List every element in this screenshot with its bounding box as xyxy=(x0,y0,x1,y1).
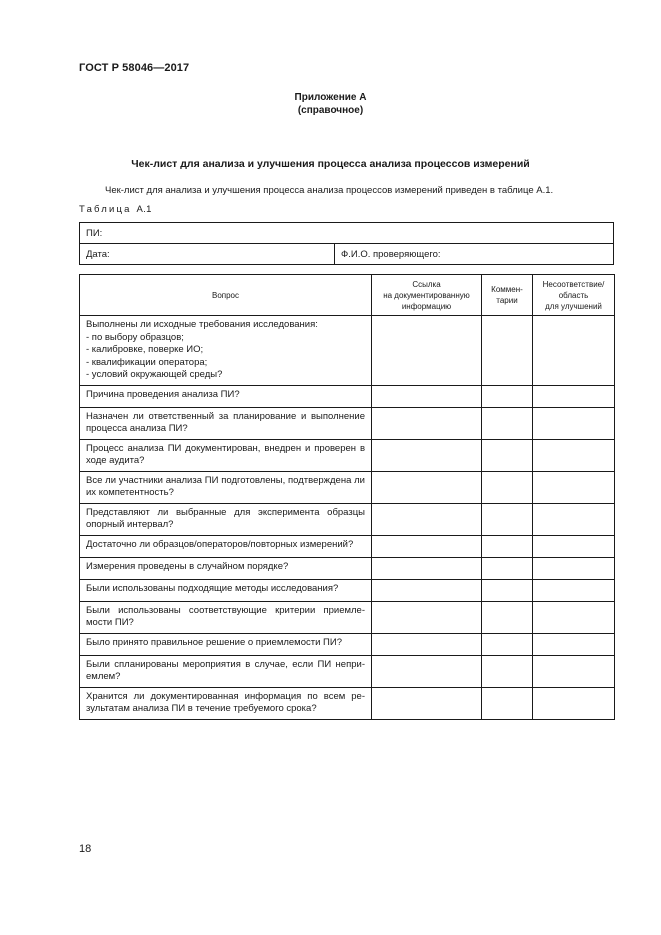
nonconformity-cell xyxy=(533,601,615,633)
comments-cell xyxy=(482,316,533,386)
question-cell xyxy=(80,316,372,386)
nonconformity-cell xyxy=(533,655,615,687)
table-row xyxy=(80,579,615,601)
table-row xyxy=(80,633,615,655)
table-row xyxy=(80,601,615,633)
reference-cell xyxy=(372,687,482,719)
question-cell xyxy=(80,407,372,439)
header-nonconformity: Несоответствие/ область для улучшений xyxy=(533,275,615,316)
nonconformity-cell xyxy=(533,579,615,601)
question-text: Назначен ли ответственный за планирование и выполнение процесса анализа ПИ? xyxy=(86,410,365,434)
comments-cell xyxy=(482,687,533,719)
header-reference: Ссылка на документированную информацию xyxy=(372,275,482,316)
reference-cell xyxy=(372,557,482,579)
comments-cell xyxy=(482,503,533,535)
nonconformity-cell xyxy=(533,557,615,579)
question-text: - по выбору образцов; xyxy=(86,331,184,343)
appendix-heading xyxy=(0,91,661,117)
comments-cell xyxy=(482,535,533,557)
comments-cell xyxy=(482,471,533,503)
info-row-date xyxy=(80,244,614,265)
appendix-subtitle: (справочное) xyxy=(297,105,364,116)
question-cell xyxy=(80,687,372,719)
table-caption xyxy=(79,204,152,215)
question-text: Достаточно ли образцов/операторов/повторных измерений? xyxy=(86,538,354,550)
question-cell xyxy=(80,579,372,601)
nonconformity-cell xyxy=(533,407,615,439)
table-caption-number: А.1 xyxy=(136,204,152,215)
reference-cell xyxy=(372,655,482,687)
question-cell xyxy=(80,557,372,579)
comments-cell xyxy=(482,557,533,579)
question-text: Измерения проведены в случайном порядке? xyxy=(86,560,289,572)
comments-cell xyxy=(482,655,533,687)
page-number: 18 xyxy=(79,843,92,855)
nonconformity-cell xyxy=(533,503,615,535)
date-field: Дата: xyxy=(80,244,335,265)
reference-cell xyxy=(372,316,482,386)
comments-cell xyxy=(482,579,533,601)
table-row xyxy=(80,471,615,503)
inspector-field: Ф.И.О. проверяющего: xyxy=(335,244,614,265)
nonconformity-cell xyxy=(533,385,615,407)
table-row xyxy=(80,557,615,579)
header-question: Вопрос xyxy=(80,275,372,316)
comments-cell xyxy=(482,407,533,439)
question-cell xyxy=(80,535,372,557)
question-text: Были использованы подходящие методы исследования? xyxy=(86,582,339,594)
table-row xyxy=(80,316,615,386)
question-cell xyxy=(80,503,372,535)
checklist-body xyxy=(80,316,615,720)
reference-cell xyxy=(372,439,482,471)
nonconformity-cell xyxy=(533,439,615,471)
nonconformity-cell xyxy=(533,535,615,557)
pi-field: ПИ: xyxy=(80,223,614,244)
table-row xyxy=(80,687,615,719)
question-cell xyxy=(80,385,372,407)
info-row-pi xyxy=(80,223,614,244)
question-text: Причина проведения анализа ПИ? xyxy=(86,388,240,400)
reference-cell xyxy=(372,601,482,633)
question-cell xyxy=(80,439,372,471)
intro-paragraph: Чек-лист для анализа и улучшения процесса анализа процессов измерений приведен в таблице А.1. xyxy=(105,185,554,196)
question-cell xyxy=(80,601,372,633)
question-text: Были спланированы мероприятия в случае, если ПИ непри-емлем? xyxy=(86,658,365,682)
reference-cell xyxy=(372,503,482,535)
comments-cell xyxy=(482,601,533,633)
info-table xyxy=(79,222,614,265)
reference-cell xyxy=(372,385,482,407)
table-row xyxy=(80,407,615,439)
question-text: - условий окружающей среды? xyxy=(86,369,223,380)
nonconformity-cell xyxy=(533,471,615,503)
question-text: Выполнены ли исходные требования исследования: xyxy=(86,319,318,330)
reference-cell xyxy=(372,633,482,655)
question-text: Все ли участники анализа ПИ подготовлены, подтверждена ли их компетентность? xyxy=(86,474,365,498)
question-text: - квалификации оператора; xyxy=(86,356,208,368)
table-row xyxy=(80,439,615,471)
reference-cell xyxy=(372,407,482,439)
comments-cell xyxy=(482,633,533,655)
table-row xyxy=(80,535,615,557)
question-text: Хранится ли документированная информация по всем ре-зультатам анализа ПИ в течение требуемого срока? xyxy=(86,690,365,714)
reference-cell xyxy=(372,471,482,503)
table-caption-word: Таблица xyxy=(79,204,132,215)
table-row xyxy=(80,503,615,535)
reference-cell xyxy=(372,535,482,557)
question-text: Было принято правильное решение о приемлемости ПИ? xyxy=(86,636,342,648)
appendix-title: Приложение А xyxy=(294,92,367,103)
section-heading: Чек-лист для анализа и улучшения процесса анализа процессов измерений xyxy=(131,158,530,170)
question-text: - калибровке, поверке ИО; xyxy=(86,344,204,355)
comments-cell xyxy=(482,385,533,407)
standard-designation: ГОСТ Р 58046—2017 xyxy=(79,62,190,74)
checklist-table xyxy=(79,274,615,720)
question-text: Были использованы соответствующие критерии приемле-мости ПИ? xyxy=(86,604,365,628)
checklist-header-row xyxy=(80,275,615,316)
nonconformity-cell xyxy=(533,687,615,719)
question-cell xyxy=(80,655,372,687)
reference-cell xyxy=(372,579,482,601)
question-text: Процесс анализа ПИ документирован, внедрен и проверен в ходе аудита? xyxy=(86,442,365,466)
question-text: Представляют ли выбранные для эксперимента образцы опорный интервал? xyxy=(86,506,365,530)
comments-cell xyxy=(482,439,533,471)
question-cell xyxy=(80,471,372,503)
nonconformity-cell xyxy=(533,633,615,655)
nonconformity-cell xyxy=(533,316,615,386)
question-cell xyxy=(80,633,372,655)
header-comments: Коммен- тарии xyxy=(482,275,533,316)
table-row xyxy=(80,655,615,687)
table-row xyxy=(80,385,615,407)
